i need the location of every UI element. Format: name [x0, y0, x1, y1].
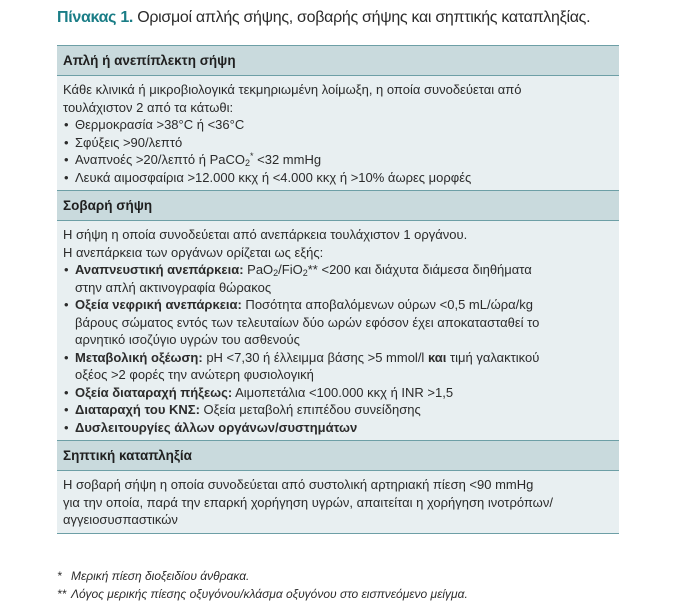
footnote-mark: *	[57, 569, 62, 583]
footnote-ref: *	[250, 151, 254, 161]
item-label: Μεταβολική οξέωση:	[75, 349, 203, 365]
body-line: αγγειοσυσπαστικών	[63, 512, 178, 527]
item-label: Οξεία νεφρική ανεπάρκεια:	[75, 297, 242, 312]
definitions-table	[57, 45, 619, 534]
criterion-respiration	[63, 151, 613, 169]
item-text: /FiO	[278, 262, 303, 277]
criterion-respiration-text: Αναπνοές >20/λεπτό ή PaCO	[75, 152, 245, 167]
footnote	[57, 585, 468, 603]
section-heading-simple-sepsis: Απλή ή ανεπίπλεκτη σήψη	[57, 46, 619, 76]
footnotes	[57, 567, 468, 603]
item-continuation: στην απλή ακτινογραφία θώρακος	[75, 279, 272, 295]
intro-line: Η σήψη η οποία συνοδεύεται από ανεπάρκεια τουλάχιστον 1 οργάνου.	[63, 227, 468, 242]
item-text: τιμή γαλακτικού	[446, 349, 540, 365]
organ-failure-renal	[63, 296, 613, 314]
item-conjunction: και	[427, 349, 447, 365]
body-line: Η σοβαρή σήψη η οποία συνοδεύεται από συστολική αρτηριακή πίεση <90 mmHg	[63, 477, 534, 492]
body-line: για την οποία, παρά την επαρκή χορήγηση υγρών, απαιτείται η χορήγηση ινοτρόπων/	[63, 494, 553, 510]
subscript: 2	[302, 268, 308, 278]
item-continuation: οξέος >2 φορές την ανώτερη φυσιολογική	[75, 367, 314, 382]
item-continuation: βάρους σώματος εντός των τελευταίων δύο ωρών εφόσον έχει αποκατασταθεί το	[75, 314, 540, 330]
item-continuation: αρνητικό ισοζύγιο υγρών του ασθενούς	[75, 332, 300, 347]
item-text: PaO	[243, 262, 274, 277]
section-heading-septic-shock: Σηπτική καταπληξία	[57, 440, 619, 471]
organ-failure-coagulation	[63, 384, 613, 402]
item-label: Διαταραχή του ΚΝΣ:	[75, 402, 200, 417]
item-label: Οξεία διαταραχή πήξεως:	[75, 384, 233, 400]
table-caption	[57, 8, 590, 28]
item-text: ** <200 και διάχυτα διάμεσα διηθήματα	[307, 262, 532, 277]
intro-line: Η ανεπάρκεια των οργάνων ορίζεται ως εξής:	[63, 244, 324, 260]
item-label: Αναπνευστική ανεπάρκεια:	[75, 262, 244, 277]
section-heading-severe-sepsis: Σοβαρή σήψη	[57, 190, 619, 221]
organ-failure-other	[63, 419, 613, 437]
organ-failure-metabolic	[63, 349, 613, 367]
organ-failure-respiratory	[63, 261, 613, 279]
criterion-respiration-value: <32 mmHg	[253, 152, 322, 167]
footnote-text: Λόγος μερικής πίεσης οξυγόνου/κλάσμα οξυγόνου στο εισπνεόμενο μείγμα.	[71, 587, 468, 601]
footnote	[57, 567, 468, 585]
organ-failure-cns	[63, 401, 613, 419]
item-text: Οξεία μεταβολή επιπέδου συνείδησης	[199, 402, 421, 417]
intro-line: τουλάχιστον 2 από τα κάτωθι:	[63, 99, 234, 115]
subscript: 2	[273, 268, 279, 278]
intro-line: Κάθε κλινικά ή μικροβιολογικά τεκμηριωμένη λοίμωξη, η οποία συνοδεύεται από	[63, 82, 522, 97]
criterion-pulse: • Σφύξεις >90/λεπτό	[63, 134, 613, 152]
table-title: Ορισμοί απλής σήψης, σοβαρής σήψης και σηπτικής καταπληξίας.	[137, 9, 591, 26]
table-label: Πίνακας 1.	[57, 9, 134, 26]
footnote-mark: **	[57, 587, 67, 601]
section-body-simple-sepsis	[57, 76, 619, 190]
item-text: Αιμοπετάλια <100.000 κκχ ή INR >1,5	[232, 384, 454, 400]
criterion-temperature: • Θερμοκρασία >38°C ή <36°C	[63, 116, 613, 134]
section-body-severe-sepsis	[57, 221, 619, 440]
criterion-wbc: • Λευκά αιμοσφαίρια >12.000 κκχ ή <4.000 κκχ ή >10% άωρες μορφές	[63, 169, 613, 187]
item-text: pH <7,30 ή έλλειμμα βάσης >5 mmol/l	[202, 349, 428, 365]
section-body-septic-shock	[57, 471, 619, 533]
subscript: 2	[244, 158, 250, 168]
footnote-text: Μερική πίεση διοξειδίου άνθρακα.	[71, 569, 250, 583]
item-text: Ποσότητα αποβαλόμενων ούρων <0,5 mL/ώρα/kg	[241, 297, 534, 312]
item-label: Δυσλειτουργίες άλλων οργάνων/συστημάτων	[75, 419, 358, 435]
